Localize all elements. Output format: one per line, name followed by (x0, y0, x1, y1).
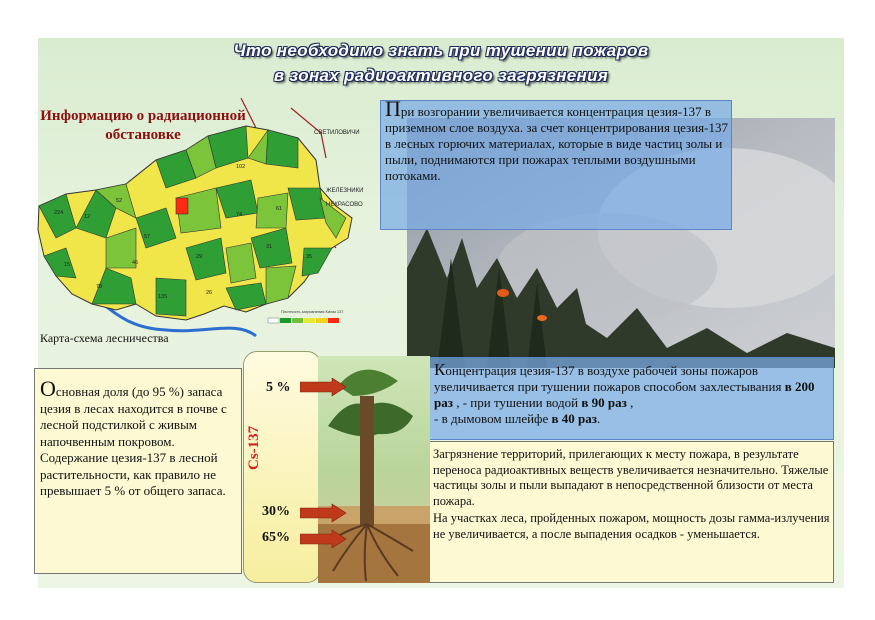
title-line-1: Что необходимо знать при тушении пожаров (233, 41, 649, 60)
territory-para-2: На участках леса, пройденных пожаром, мощность дозы гамма-излучения не увеличивается, а после выпадения осадков - уменьшается. (433, 511, 830, 541)
svg-text:135: 135 (158, 294, 168, 300)
air-box-first-letter: П (385, 96, 401, 121)
place-zhelezniki: ЖЕЛЕЗНИКИ (326, 188, 364, 194)
svg-text:29: 29 (196, 254, 203, 260)
svg-text:78: 78 (96, 284, 103, 290)
map-legend (268, 318, 339, 323)
svg-text:61: 61 (276, 206, 283, 212)
pct-litter: 30% (262, 504, 290, 519)
concentration-text-1: онцентрация цезия-137 в воздухе рабочей зоны пожаров увеличивается при тушении пожаров способом захлестывания (434, 363, 785, 394)
svg-text:35: 35 (306, 254, 313, 260)
svg-text:102: 102 (236, 164, 246, 170)
svg-text:15: 15 (64, 262, 71, 268)
svg-text:46: 46 (132, 260, 139, 266)
svg-text:224: 224 (54, 210, 64, 216)
concentration-box-first-letter: К (434, 360, 446, 379)
air-concentration-box (380, 96, 732, 230)
map-caption: Карта-схема лесничества (40, 331, 169, 345)
concentration-bold-90: в 90 раз (581, 395, 627, 410)
air-box-text: ри возгорании увеличивается концентрация цезия-137 в приземном слое воздуха. за счет концентрирования цезия-137 в лесных горючих материалах, которые в виде частиц золы и пыли, поднимаются при пожарах теплыми воздушными потоками. (385, 104, 728, 183)
concentration-text-3: , (626, 395, 634, 410)
soil-cesium-box (34, 368, 242, 574)
map-legend-title: Плотность загрязнения Ки/км 137 (281, 309, 344, 314)
svg-text:74: 74 (236, 212, 243, 218)
cesium-label: Cs-137 (246, 425, 262, 470)
soil-box-first-letter: О (40, 376, 56, 401)
concentration-text-4: - в дымовом шлейфе (434, 411, 552, 426)
svg-text:12: 12 (84, 214, 91, 220)
soil-box-text: сновная доля (до 95 %) запаса цезия в лесах находится в почве с лесной подстилкой с живым напочвенным покровом. Содержание цезия-137 в лесной растительности, как правило не превышает 5 % от общего запаса. (40, 384, 227, 498)
svg-text:57: 57 (144, 234, 151, 240)
pct-tree: 5 % (266, 380, 291, 395)
concentration-text-5: . (596, 411, 601, 426)
pct-soil: 65% (262, 530, 290, 545)
title-line-2: в зонах радиоактивного загрязнения (273, 66, 609, 85)
map-header: Информацию о радиационной обстановке (40, 108, 246, 143)
territory-para-1: Загрязнение территорий, прилегающих к месту пожара, в результате переноса радиоактивных веществ увеличивается незначительно. Тяжелые частицы золы и пыли выпадают в непосредственной близости от места пожара. (433, 447, 829, 508)
concentration-work-zone-box (428, 357, 834, 440)
svg-text:26: 26 (206, 290, 213, 296)
place-nekrasovo: НЕКРАСОВО (326, 202, 363, 208)
place-svetilovichi: СВЕТИЛОВИЧИ (314, 130, 360, 136)
territory-contamination-box (428, 441, 834, 583)
page-title (38, 38, 844, 88)
svg-text:31: 31 (266, 244, 273, 250)
concentration-text-2: , - при тушении водой (452, 395, 582, 410)
concentration-bold-40: в 40 раз (551, 411, 597, 426)
svg-text:52: 52 (116, 198, 123, 204)
concentration-bold-200: в 200 раз (434, 379, 815, 410)
cesium-arrows (300, 378, 350, 548)
